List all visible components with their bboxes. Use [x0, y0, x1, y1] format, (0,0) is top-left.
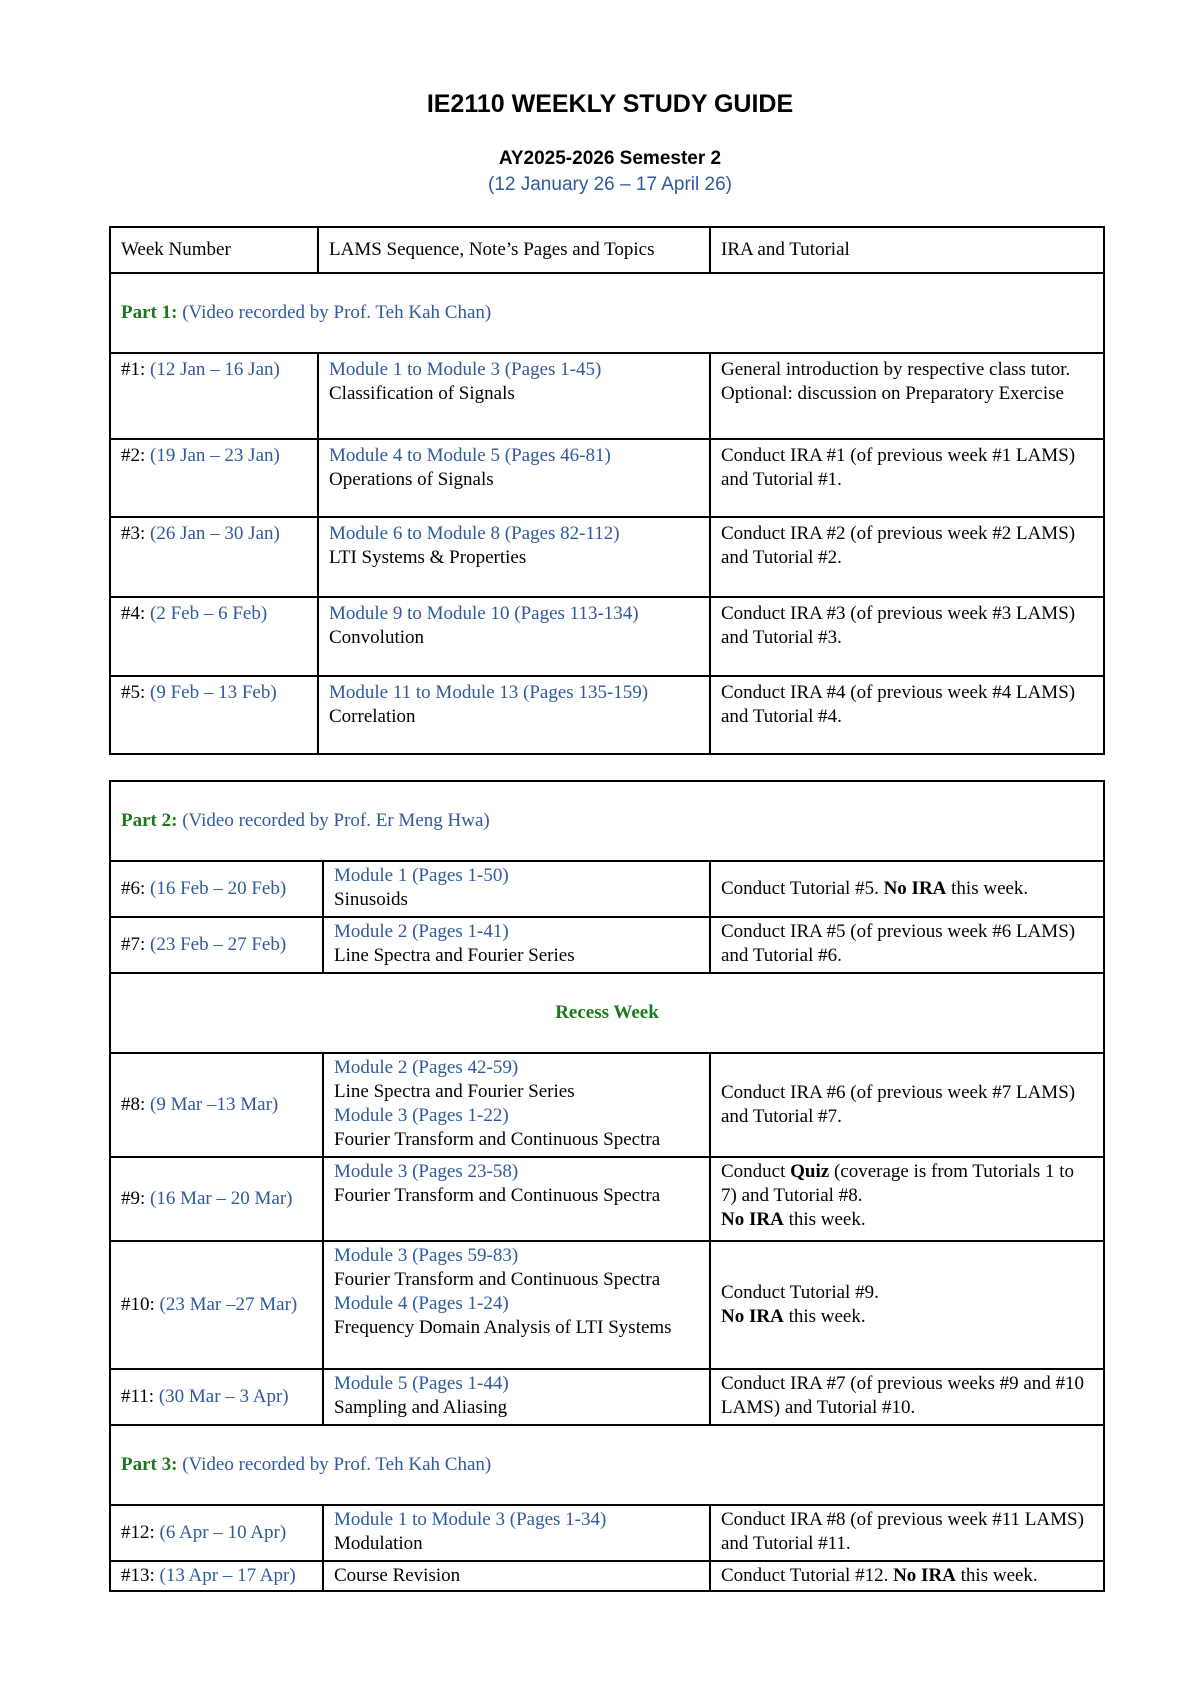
lams-cell [323, 1561, 710, 1591]
ira-text: Conduct Tutorial #5. [721, 878, 879, 899]
topic: Sinusoids [334, 889, 408, 910]
lams-cell [323, 1241, 710, 1369]
no-ira-note: No IRA [721, 1306, 784, 1327]
week-dates: (9 Feb – 13 Feb) [150, 682, 277, 703]
ira-text: this week. [951, 878, 1029, 899]
semester-subtitle: AY2025-2026 Semester 2 [498, 148, 722, 169]
lams-cell [323, 1505, 710, 1561]
module-ref: Module 4 to Module 5 (Pages 46-81) [329, 445, 611, 466]
week-number: #9: [121, 1188, 146, 1209]
week-dates: (2 Feb – 6 Feb) [150, 603, 268, 624]
table-row [110, 1053, 1104, 1157]
table-row [110, 676, 1104, 754]
topic: Operations of Signals [329, 469, 494, 490]
part2-label: Part 2: [121, 810, 178, 831]
module-ref: Module 2 (Pages 1-41) [334, 921, 509, 942]
week-number: #6: [121, 878, 146, 899]
ira-cell: General introduction by respective class tutor. Optional: discussion on Preparatory Exercise [710, 353, 1104, 439]
week-cell [110, 439, 318, 517]
part2-part3-table [109, 780, 1105, 1592]
module-ref: Module 11 to Module 13 (Pages 135-159) [329, 682, 649, 703]
week-cell [110, 1241, 323, 1369]
week-dates: (16 Mar – 20 Mar) [150, 1188, 293, 1209]
topic: LTI Systems & Properties [329, 547, 527, 568]
week-number: #3: [121, 523, 146, 544]
table-row [110, 917, 1104, 973]
table-row [110, 1157, 1104, 1241]
table-row [110, 439, 1104, 517]
header-row [110, 227, 1104, 273]
week-cell [110, 1053, 323, 1157]
ira-cell [710, 1561, 1104, 1591]
part3-heading [110, 1425, 1104, 1505]
module-ref: Module 3 (Pages 23-58) [334, 1161, 519, 1182]
ira-cell: Conduct IRA #2 (of previous week #2 LAMS) and Tutorial #2. [710, 517, 1104, 597]
topic: Modulation [334, 1533, 423, 1554]
part1-heading-row [110, 273, 1104, 353]
topic: Sampling and Aliasing [334, 1397, 508, 1418]
module-ref: Module 2 (Pages 42-59) [334, 1057, 519, 1078]
ira-text: Conduct Tutorial #9. [721, 1282, 879, 1303]
lams-cell [318, 439, 710, 517]
part2-heading-row [110, 781, 1104, 861]
module-ref: Module 5 (Pages 1-44) [334, 1373, 509, 1394]
no-ira-note: No IRA [721, 1209, 784, 1230]
part3-desc: (Video recorded by Prof. Teh Kah Chan) [182, 1454, 492, 1475]
week-cell [110, 597, 318, 676]
week-number: #2: [121, 445, 146, 466]
module-ref: Module 4 (Pages 1-24) [334, 1293, 509, 1314]
table-row [110, 1241, 1104, 1369]
week-dates: (23 Feb – 27 Feb) [150, 934, 287, 955]
topic: Line Spectra and Fourier Series [334, 1081, 575, 1102]
ira-text: this week. [960, 1565, 1038, 1586]
ira-cell: Conduct IRA #1 (of previous week #1 LAMS) and Tutorial #1. [710, 439, 1104, 517]
part1-label: Part 1: [121, 302, 178, 323]
week-dates: (23 Mar –27 Mar) [159, 1294, 298, 1315]
topic: Correlation [329, 706, 416, 727]
week-dates: (12 Jan – 16 Jan) [150, 359, 280, 380]
part3-label: Part 3: [121, 1454, 178, 1475]
module-ref: Module 3 (Pages 59-83) [334, 1245, 519, 1266]
topic: Fourier Transform and Continuous Spectra [334, 1269, 661, 1290]
topic: Line Spectra and Fourier Series [334, 945, 575, 966]
week-cell [110, 1157, 323, 1241]
week-cell [110, 861, 323, 917]
lams-cell [323, 1053, 710, 1157]
ira-cell [710, 861, 1104, 917]
week-cell [110, 517, 318, 597]
week-cell [110, 676, 318, 754]
lams-cell [318, 353, 710, 439]
week-number: #8: [121, 1094, 146, 1115]
part2-desc: (Video recorded by Prof. Er Meng Hwa) [182, 810, 490, 831]
topic: Fourier Transform and Continuous Spectra [334, 1129, 661, 1150]
ira-cell: Conduct IRA #4 (of previous week #4 LAMS) and Tutorial #4. [710, 676, 1104, 754]
week-cell [110, 917, 323, 973]
lams-cell [323, 1369, 710, 1425]
table-row [110, 861, 1104, 917]
week-dates: (26 Jan – 30 Jan) [150, 523, 280, 544]
module-ref: Module 1 (Pages 1-50) [334, 865, 509, 886]
week-number: #13: [121, 1565, 155, 1586]
header-ira: IRA and Tutorial [710, 227, 1104, 273]
table-row [110, 517, 1104, 597]
module-ref: Module 1 to Module 3 (Pages 1-45) [329, 359, 602, 380]
week-dates: (19 Jan – 23 Jan) [150, 445, 280, 466]
module-ref: Module 6 to Module 8 (Pages 82-112) [329, 523, 620, 544]
week-dates: (30 Mar – 3 Apr) [158, 1386, 289, 1407]
lams-cell [318, 597, 710, 676]
ira-cell: Conduct IRA #6 (of previous week #7 LAMS) and Tutorial #7. [710, 1053, 1104, 1157]
week-dates: (6 Apr – 10 Apr) [159, 1522, 287, 1543]
topic: Frequency Domain Analysis of LTI Systems [334, 1317, 672, 1338]
header-lams: LAMS Sequence, Note’s Pages and Topics [318, 227, 710, 273]
part1-table [109, 226, 1105, 755]
module-ref: Module 3 (Pages 1-22) [334, 1105, 509, 1126]
week-cell [110, 1369, 323, 1425]
recess-text: Recess Week [555, 1002, 659, 1023]
topic: Course Revision [334, 1565, 461, 1586]
module-ref: Module 1 to Module 3 (Pages 1-34) [334, 1509, 607, 1530]
ira-cell: Conduct IRA #5 (of previous week #6 LAMS) and Tutorial #6. [710, 917, 1104, 973]
table-row [110, 1561, 1104, 1591]
week-number: #7: [121, 934, 146, 955]
week-number: #12: [121, 1522, 155, 1543]
part3-heading-row [110, 1425, 1104, 1505]
lams-cell [318, 676, 710, 754]
topic: Fourier Transform and Continuous Spectra [334, 1185, 661, 1206]
part2-heading [110, 781, 1104, 861]
ira-text: Conduct Tutorial #12. [721, 1565, 889, 1586]
semester-date-range: (12 January 26 – 17 April 26) [488, 174, 732, 195]
topic: Convolution [329, 627, 425, 648]
page-title: IE2110 WEEKLY STUDY GUIDE [426, 90, 794, 118]
table-row [110, 1505, 1104, 1561]
no-ira-note: No IRA [893, 1565, 956, 1586]
week-number: #11: [121, 1386, 155, 1407]
week-dates: (13 Apr – 17 Apr) [159, 1565, 296, 1586]
part1-desc: (Video recorded by Prof. Teh Kah Chan) [182, 302, 492, 323]
ira-text: Conduct [721, 1161, 786, 1182]
ira-cell: Conduct IRA #7 (of previous weeks #9 and #10 LAMS) and Tutorial #10. [710, 1369, 1104, 1425]
ira-cell [710, 1157, 1104, 1241]
week-cell [110, 1561, 323, 1591]
no-ira-note: No IRA [883, 878, 947, 899]
ira-cell: Conduct IRA #8 (of previous week #11 LAMS) and Tutorial #11. [710, 1505, 1104, 1561]
week-number: #10: [121, 1294, 155, 1315]
week-number: #1: [121, 359, 146, 380]
recess-week-label [110, 973, 1104, 1053]
ira-cell: Conduct IRA #3 (of previous week #3 LAMS) and Tutorial #3. [710, 597, 1104, 676]
quiz-label: Quiz [790, 1161, 830, 1182]
topic: Classification of Signals [329, 383, 515, 404]
week-dates: (9 Mar –13 Mar) [150, 1094, 279, 1115]
lams-cell [323, 917, 710, 973]
ira-text: this week. [788, 1209, 866, 1230]
week-cell [110, 1505, 323, 1561]
ira-cell [710, 1241, 1104, 1369]
ira-text: (coverage is from Tutorials 1 to 7) and Tutorial #8. [721, 1161, 1075, 1206]
module-ref: Module 9 to Module 10 (Pages 113-134) [329, 603, 639, 624]
header-week: Week Number [110, 227, 318, 273]
recess-row [110, 973, 1104, 1053]
week-dates: (16 Feb – 20 Feb) [150, 878, 287, 899]
week-number: #4: [121, 603, 146, 624]
table-row [110, 597, 1104, 676]
lams-cell [323, 861, 710, 917]
week-number: #5: [121, 682, 146, 703]
ira-text: this week. [788, 1306, 866, 1327]
part1-heading [110, 273, 1104, 353]
lams-cell [318, 517, 710, 597]
table-row [110, 1369, 1104, 1425]
table-row [110, 353, 1104, 439]
lams-cell [323, 1157, 710, 1241]
week-cell [110, 353, 318, 439]
